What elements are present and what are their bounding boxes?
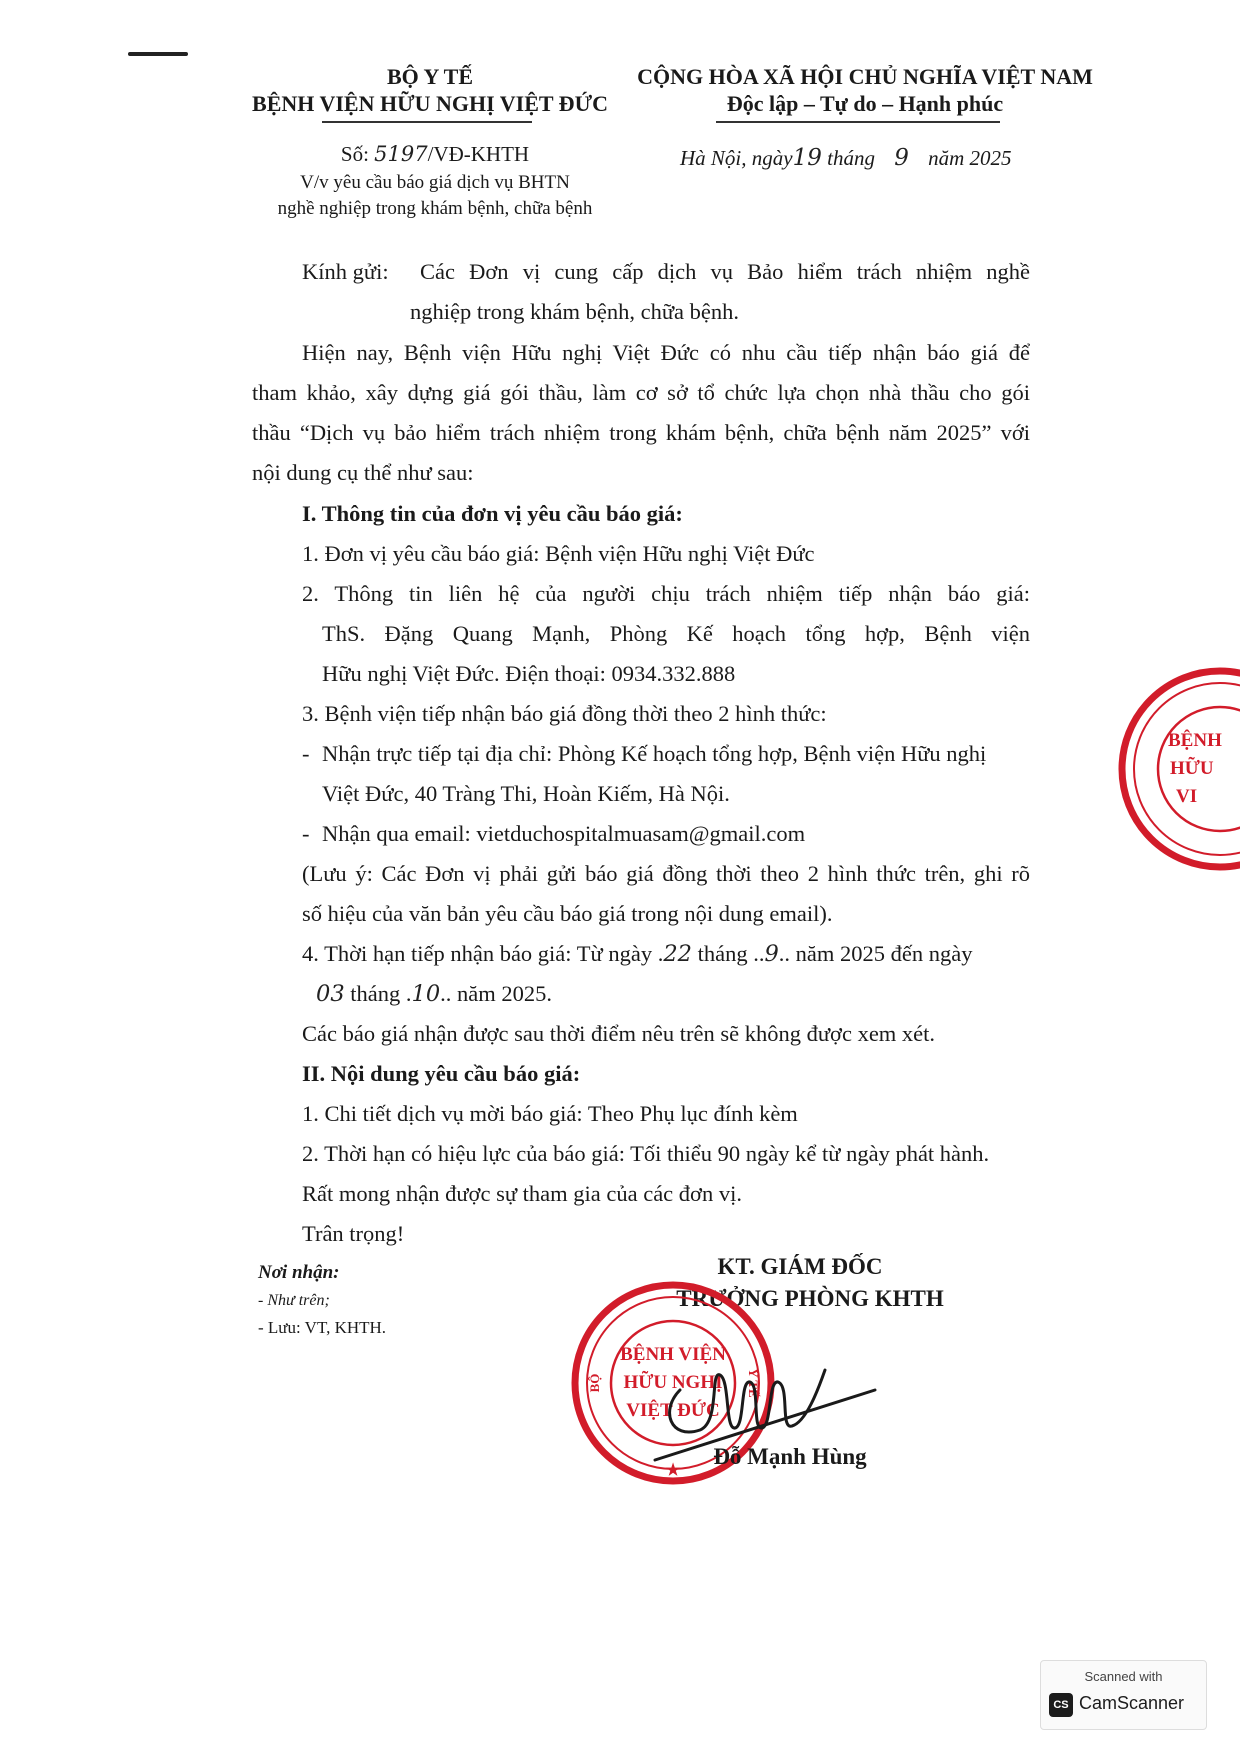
side-stamp-line-3: VI: [1176, 786, 1198, 807]
section-1-item-3: 3. Bệnh viện tiếp nhận báo giá đồng thời theo 2 hình thức:: [302, 701, 827, 726]
item-4-text-d: tháng .: [344, 981, 412, 1006]
intro-line-4: nội dung cụ thể như sau:: [252, 460, 474, 485]
stamp-ring-right: Y TẾ: [746, 1368, 761, 1398]
section-1-item-2-line-1: 2. Thông tin liên hệ của người chịu trách nhiệm tiếp nhận báo giá:: [302, 581, 1030, 606]
ministry-name: BỘ Y TẾ: [387, 64, 473, 89]
item-4-text-a: 4. Thời hạn tiếp nhận báo giá: Từ ngày .: [302, 941, 664, 966]
camscanner-logo-icon: CS: [1049, 1693, 1073, 1717]
stamp-line-2: HỮU NGHỊ: [623, 1372, 723, 1393]
section-1-item-2-line-2: ThS. Đặng Quang Mạnh, Phòng Kế hoạch tổng hợp, Bệnh viện: [322, 621, 1030, 646]
side-stamp-line-2: HỮU: [1170, 758, 1214, 779]
scanned-with-label: Scanned with: [1084, 1669, 1163, 1684]
date-line: [680, 145, 1080, 171]
recipient-line-2: nghiệp trong khám bệnh, chữa bệnh.: [410, 299, 739, 324]
date-part-2: tháng: [827, 146, 875, 170]
bullet-dash-1: -: [302, 741, 310, 766]
item-4-end-day: 03: [316, 981, 345, 1007]
ref-handwritten: 5197: [374, 142, 428, 166]
section-2-item-1: 1. Chi tiết dịch vụ mời báo giá: Theo Phụ lục đính kèm: [302, 1101, 798, 1126]
motto-underline: [716, 121, 1000, 123]
bullet-dash-2: -: [302, 821, 310, 846]
date-month: 9: [894, 145, 909, 171]
date-part-3: năm 2025: [928, 146, 1012, 170]
section-1-item-4-line-2: [316, 974, 552, 1014]
section-2-item-2: 2. Thời hạn có hiệu lực của báo giá: Tối thiểu 90 ngày kể từ ngày phát hành.: [302, 1141, 990, 1166]
section-1-bullet-1-line-1: Nhận trực tiếp tại địa chỉ: Phòng Kế hoạch tổng hợp, Bệnh viện Hữu nghị: [322, 741, 987, 766]
ref-prefix: Số:: [340, 142, 375, 166]
side-stamp-line-1: BỆNH: [1168, 730, 1222, 751]
nation-title: CỘNG HÒA XÃ HỘI CHỦ NGHĨA VIỆT NAM: [637, 64, 1093, 89]
item-4-text-b: tháng ..: [691, 941, 765, 966]
item-4-end-month: 10: [411, 981, 441, 1007]
recipient-label: Kính gửi:: [302, 259, 389, 284]
closing-line-2: Trân trọng!: [302, 1221, 405, 1246]
intro-line-2: tham khảo, xây dựng giá gói thầu, làm cơ sở tổ chức lựa chọn nhà thầu cho gói: [252, 380, 1030, 405]
signer-name: Đỗ Mạnh Hùng: [713, 1444, 867, 1469]
signer-title-1: KT. GIÁM ĐỐC: [717, 1254, 883, 1279]
camscanner-app-name: CamScanner: [1079, 1693, 1185, 1713]
section-2-title: II. Nội dung yêu cầu báo giá:: [302, 1061, 581, 1086]
intro-line-3: thầu “Dịch vụ bảo hiểm trách nhiệm trong khám bệnh, chữa bệnh năm 2025” với: [252, 420, 1030, 445]
note-line-1: (Lưu ý: Các Đơn vị phải gửi báo giá đồng thời theo 2 hình thức trên, ghi rõ: [302, 861, 1030, 886]
section-1-item-2-line-3: Hữu nghị Việt Đức. Điện thoại: 0934.332.888: [322, 661, 736, 686]
signer-title-2: TRƯỞNG PHÒNG KHTH: [676, 1286, 944, 1311]
section-1-title: I. Thông tin của đơn vị yêu cầu báo giá:: [302, 501, 683, 526]
recipients-label: Nơi nhận:: [258, 1262, 340, 1283]
closing-line-1: Rất mong nhận được sự tham gia của các đơn vị.: [302, 1181, 742, 1206]
stamp-star-icon: ★: [665, 1462, 681, 1479]
recipient-item-2: - Lưu: VT, KHTH.: [258, 1318, 387, 1337]
hospital-name: BỆNH VIỆN HỮU NGHỊ VIỆT ĐỨC: [252, 91, 608, 116]
note-line-2: số hiệu của văn bản yêu cầu báo giá trong nội dung email).: [302, 901, 833, 926]
motto: Độc lập – Tự do – Hạnh phúc: [726, 91, 1004, 116]
intro-line-1: Hiện nay, Bệnh viện Hữu nghị Việt Đức có nhu cầu tiếp nhận báo giá để: [302, 340, 1030, 365]
subject-line-1: V/v yêu cầu báo giá dịch vụ BHTN: [300, 172, 570, 193]
side-stamp-partial: [1100, 664, 1240, 874]
ref-suffix: /VĐ-KHTH: [427, 142, 530, 166]
scan-mark: [128, 52, 188, 56]
camscanner-watermark: [1040, 1660, 1207, 1730]
stamp-line-3: VIỆT ĐỨC: [626, 1400, 720, 1421]
document-number: [250, 142, 620, 167]
item-4-start-day: 22: [663, 941, 692, 967]
item-4-start-month: 9: [764, 941, 779, 967]
recipient-item-1: - Như trên;: [258, 1292, 330, 1309]
stamp-line-1: BỆNH VIỆN: [620, 1344, 726, 1365]
late-submission-note: Các báo giá nhận được sau thời điểm nêu trên sẽ không được xem xét.: [302, 1021, 936, 1046]
date-day: 19: [792, 145, 822, 171]
section-1-bullet-2: Nhận qua email: vietduchospitalmuasam@gmail.com: [322, 821, 806, 846]
item-4-text-e: .. năm 2025.: [440, 981, 553, 1006]
subject-line-2: nghề nghiệp trong khám bệnh, chữa bệnh: [277, 198, 593, 219]
section-1-bullet-1-line-2: Việt Đức, 40 Tràng Thi, Hoàn Kiếm, Hà Nội.: [322, 781, 730, 806]
date-part-1: Hà Nội, ngày: [680, 146, 793, 170]
section-1-item-1: 1. Đơn vị yêu cầu báo giá: Bệnh viện Hữu nghị Việt Đức: [302, 541, 815, 566]
hospital-underline: [322, 121, 532, 123]
stamp-ring-left: BỘ: [587, 1373, 602, 1393]
section-1-item-4-line-1: [302, 934, 973, 974]
recipient-line-1: Các Đơn vị cung cấp dịch vụ Bảo hiểm trách nhiệm nghề: [420, 259, 1030, 284]
item-4-text-c: .. năm 2025 đến ngày: [778, 941, 973, 966]
